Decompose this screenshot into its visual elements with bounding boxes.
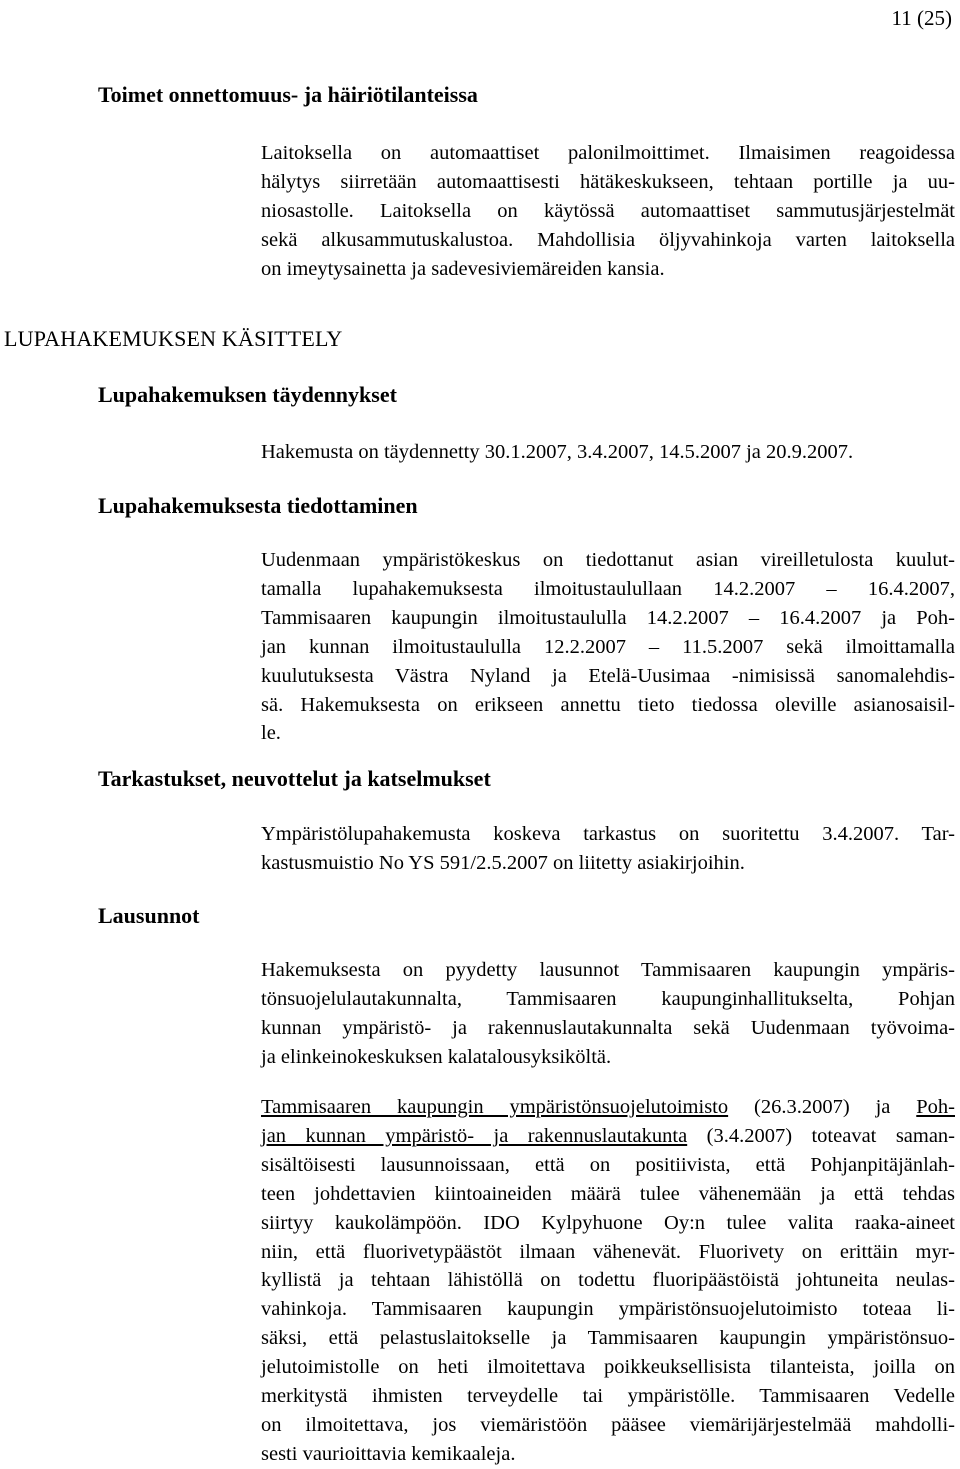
main-heading-processing: LUPAHAKEMUKSEN KÄSITTELY [4, 326, 343, 351]
text-line: Hakemusta on täydennetty 30.1.2007, 3.4.2007, 14.5.2007 ja 20.9.2007. [261, 441, 854, 463]
text-line: le. [261, 722, 281, 745]
text-line [261, 1093, 955, 1122]
paragraph-statements-content [261, 1093, 955, 1469]
text-line: vahinkoja. Tammisaaren kaupungin ympäristönsuojelutoimisto toteaa li- [261, 1298, 955, 1321]
text-line: on imeytysainetta ja sadevesiviemäreiden kansia. [261, 257, 665, 280]
text-line: ja elinkeinokeskuksen kalatalousyksiköltä. [261, 1045, 612, 1068]
section-heading-notification: Lupahakemuksesta tiedottaminen [98, 493, 418, 518]
section-heading-supplements: Lupahakemuksen täydennykset [98, 382, 397, 407]
section-heading-statements: Lausunnot [98, 903, 200, 928]
text-line: sisältöisesti lausunnoissaan, että on positiivista, että Pohjanpitäjänlah- [261, 1153, 955, 1176]
text-line: tamalla lupahakemuksesta ilmoitustaulullaan 14.2.2007 – 16.4.2007, [261, 577, 955, 600]
underlined-organization: Poh- [916, 1096, 955, 1118]
text-line: säksi, että pelastuslaitokselle ja Tammisaaren kaupungin ympäristönsuo- [261, 1327, 955, 1350]
text-line: on ilmoitettava, jos viemäristöön pääsee viemärijärjestelmää mahdolli- [261, 1413, 955, 1436]
text-line: siirtyy kaukolämpöön. IDO Kylpyhuone Oy:n tulee valita raaka-aineet [261, 1211, 955, 1234]
text-line: merkitystä ihmisten terveydelle tai ympäristölle. Tammisaaren Vedelle [261, 1385, 955, 1408]
text-fragment: (3.4.2007) toteavat saman- [687, 1124, 956, 1147]
text-line: kunnan ympäristö- ja rakennuslautakunnalta sekä Uudenmaan työvoima- [261, 1016, 955, 1039]
text-line: Ympäristölupahakemusta koskeva tarkastus on suoritettu 3.4.2007. Tar- [261, 823, 955, 845]
text-line: tönsuojelulautakunnalta, Tammisaaren kaupunginhallitukselta, Pohjan [261, 987, 955, 1010]
text-line: sekä alkusammutuskalustoa. Mahdollisia öljyvahinkoja varten laitoksella [261, 228, 955, 251]
text-line: niin, että fluorivetypäästöt ilmaan vähenevät. Fluorivety on erittäin myr- [261, 1240, 955, 1263]
paragraph-accidents [261, 139, 955, 284]
text-line: teen johdettavien kiintoaineiden määrä tulee vähenemään ja että tehdas [261, 1182, 955, 1205]
underlined-organization: jan kunnan ympäristö- ja rakennuslautakunta [261, 1124, 688, 1147]
text-line: niosastolle. Laitoksella on käytössä automaattiset sammutusjärjestelmät [261, 199, 955, 222]
section-heading-accidents: Toimet onnettomuus- ja häiriötilanteissa [98, 82, 478, 107]
text-line: kastusmuistio No YS 591/2.5.2007 on liitetty asiakirjoihin. [261, 851, 745, 874]
text-line: hälytys siirretään automaattisesti hätäkeskukseen, tehtaan portille ja uu- [261, 170, 955, 193]
text-line: Hakemuksesta on pyydetty lausunnot Tammisaaren kaupungin ympäris- [261, 959, 955, 981]
text-line [261, 1122, 955, 1151]
underlined-organization: Tammisaaren kaupungin ympäristönsuojelutoimisto [261, 1096, 729, 1118]
paragraph-statements-requests [261, 956, 955, 1072]
page-number: 11 (25) [891, 6, 952, 30]
text-line: Uudenmaan ympäristökeskus on tiedottanut asian vireilletulosta kuulut- [261, 549, 955, 571]
paragraph-notification [261, 546, 955, 748]
text-line: jan kunnan ilmoitustaululla 12.2.2007 – 11.5.2007 sekä ilmoittamalla [261, 635, 955, 658]
paragraph-inspections [261, 820, 955, 878]
text-line: kuulutuksesta Västra Nyland ja Etelä-Uusimaa -nimisissä sanomalehdis- [261, 664, 955, 687]
section-heading-inspections: Tarkastukset, neuvottelut ja katselmukset [98, 766, 491, 791]
text-line: sesti vaurioittavia kemikaaleja. [261, 1442, 516, 1465]
text-line: kyllistä ja tehtaan lähistöllä on todettu fluoripäästöistä johtuneita neulas- [261, 1269, 955, 1292]
text-fragment: (26.3.2007) ja [728, 1096, 917, 1118]
text-line: jelutoimistolle on heti ilmoitettava poikkeuksellisista tilanteista, joilla on [261, 1356, 955, 1379]
text-line: Laitoksella on automaattiset palonilmoittimet. Ilmaisimen reagoidessa [261, 142, 955, 164]
paragraph-supplements [261, 438, 955, 467]
text-line: Tammisaaren kaupungin ilmoitustaululla 14.2.2007 – 16.4.2007 ja Poh- [261, 606, 955, 629]
text-line: sä. Hakemuksesta on erikseen annettu tieto tiedossa oleville asianosaisil- [261, 693, 955, 716]
